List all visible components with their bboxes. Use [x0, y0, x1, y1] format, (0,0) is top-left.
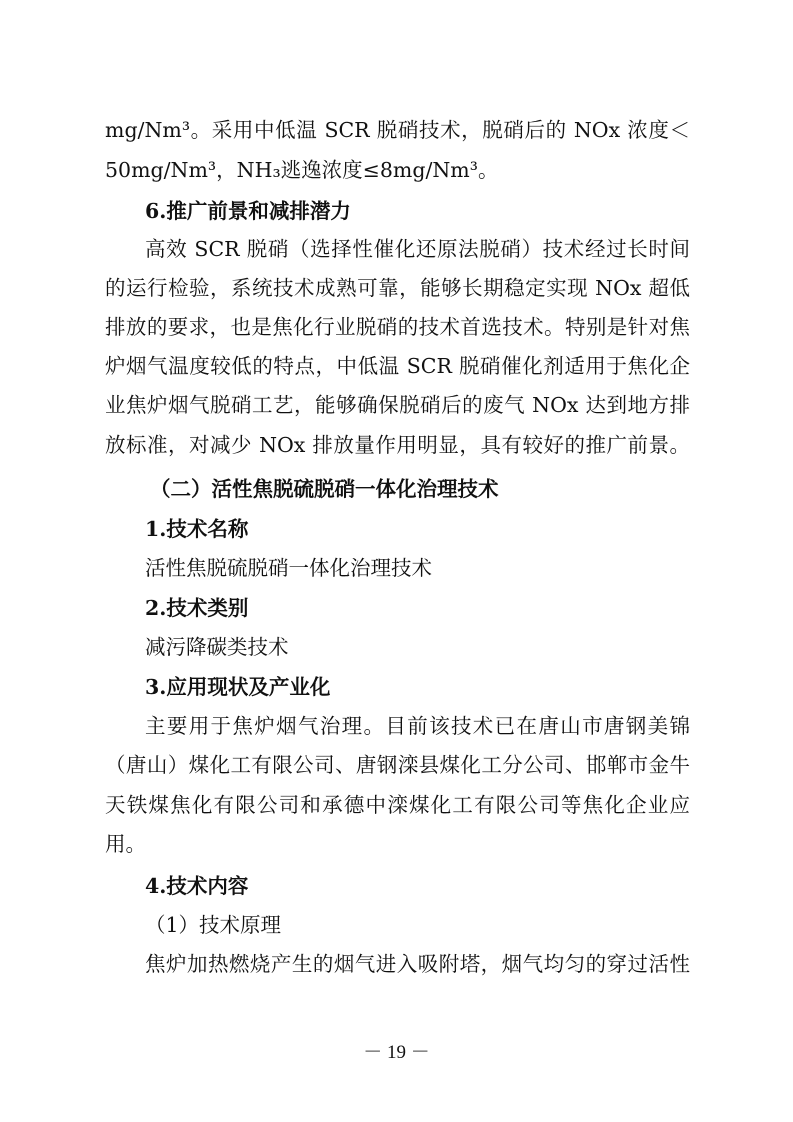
- paragraph-line: 业焦炉烟气脱硝工艺，能够确保脱硝后的废气 NOx 达到地方排: [105, 393, 690, 417]
- paragraph-line: 高效 SCR 脱硝（选择性催化还原法脱硝）技术经过长时间: [145, 237, 690, 261]
- paragraph-line: 的运行检验，系统技术成熟可靠，能够长期稳定实现 NOx 超低: [105, 276, 690, 300]
- paragraph-line: 焦炉加热燃烧产生的烟气进入吸附塔，烟气均匀的穿过活性: [145, 952, 690, 976]
- paragraph-line: 主要用于焦炉烟气治理。目前该技术已在唐山市唐钢美锦: [145, 714, 690, 738]
- section-heading: 4.技术内容: [145, 874, 249, 898]
- paragraph-line: 排放的要求，也是焦化行业脱硝的技术首选技术。特别是针对焦: [105, 315, 690, 339]
- paragraph-line: 50mg/Nm³，NH₃逃逸浓度≤8mg/Nm³。: [105, 158, 499, 182]
- section-heading: 3.应用现状及产业化: [145, 675, 331, 699]
- paragraph-line: 放标准，对减少 NOx 排放量作用明显，具有较好的推广前景。: [105, 433, 690, 457]
- section-heading: 6.推广前景和减排潜力: [145, 199, 351, 223]
- paragraph-line: 炉烟气温度较低的特点，中低温 SCR 脱硝催化剂适用于焦化企: [105, 354, 690, 378]
- subsection-heading: （二）活性焦脱硫脱硝一体化治理技术: [150, 477, 499, 501]
- page-number: － 19 －: [363, 1042, 430, 1063]
- paragraph-line: （唐山）煤化工有限公司、唐钢滦县煤化工分公司、邯郸市金牛: [105, 753, 690, 777]
- paragraph-line: 减污降碳类技术: [145, 635, 289, 659]
- paragraph-line: mg/Nm³。采用中低温 SCR 脱硝技术，脱硝后的 NOx 浓度＜: [105, 118, 690, 142]
- paragraph-line: 活性焦脱硫脱硝一体化治理技术: [145, 556, 432, 580]
- paragraph-line: 用。: [105, 832, 146, 856]
- section-heading: 2.技术类别: [145, 596, 249, 620]
- paragraph-line: 天铁煤焦化有限公司和承德中滦煤化工有限公司等焦化企业应: [105, 793, 690, 817]
- paragraph-line: （1）技术原理: [145, 913, 282, 937]
- section-heading: 1.技术名称: [145, 517, 249, 541]
